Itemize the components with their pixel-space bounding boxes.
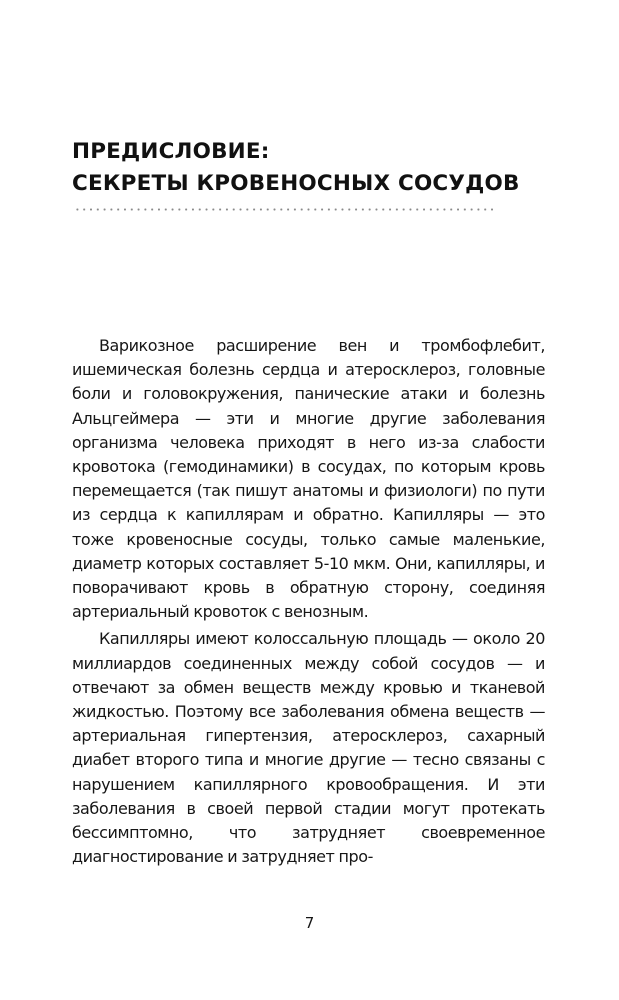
- chapter-heading: [72, 136, 552, 200]
- chapter-heading-line-2: СЕКРЕТЫ КРОВЕНОСНЫХ СОСУДОВ: [72, 171, 520, 196]
- page-number: 7: [304, 914, 315, 932]
- paragraph-1: Варикозное расширение вен и тромбофлебит, ишемическая болезнь сердца и атеросклероз, головные боли и головокружения, панические атаки и болезнь Альцгеймера — эти и многие другие заболевания организма человека приходят в него из-за слабости кровотока (гемодинамики) в сосудах, по которым кровь перемещается (так пишут анатомы и физиологи) по пути из сердца к капиллярам и обратно. Капилляры — это тоже кровеносные сосуды, только самые маленькие, диаметр которых составляет 5-10 мкм. Они, капилляры, и поворачивают кровь в обратную сторону, соединяя артериальный кровоток с венозным.: [72, 336, 545, 622]
- paragraph-2: Капилляры имеют колоссальную площадь — около 20 миллиардов соединенных между собой сосудов — и отвечают за обмен веществ между кровью и тканевой жидкостью. Поэтому все заболевания обмена веществ — артериальная гипертензия, атеросклероз, сахарный диабет второго типа и многие другие — тесно связаны с нарушением капиллярного кровообращения. И эти заболевания в своей первой стадии могут протекать бессимптомно, что затрудняет своевременное диагностирование и затрудняет про-: [72, 629, 545, 867]
- dotted-divider: [74, 208, 494, 211]
- chapter-heading-line-1: ПРЕДИСЛОВИЕ:: [72, 139, 270, 164]
- body-text: [72, 334, 545, 872]
